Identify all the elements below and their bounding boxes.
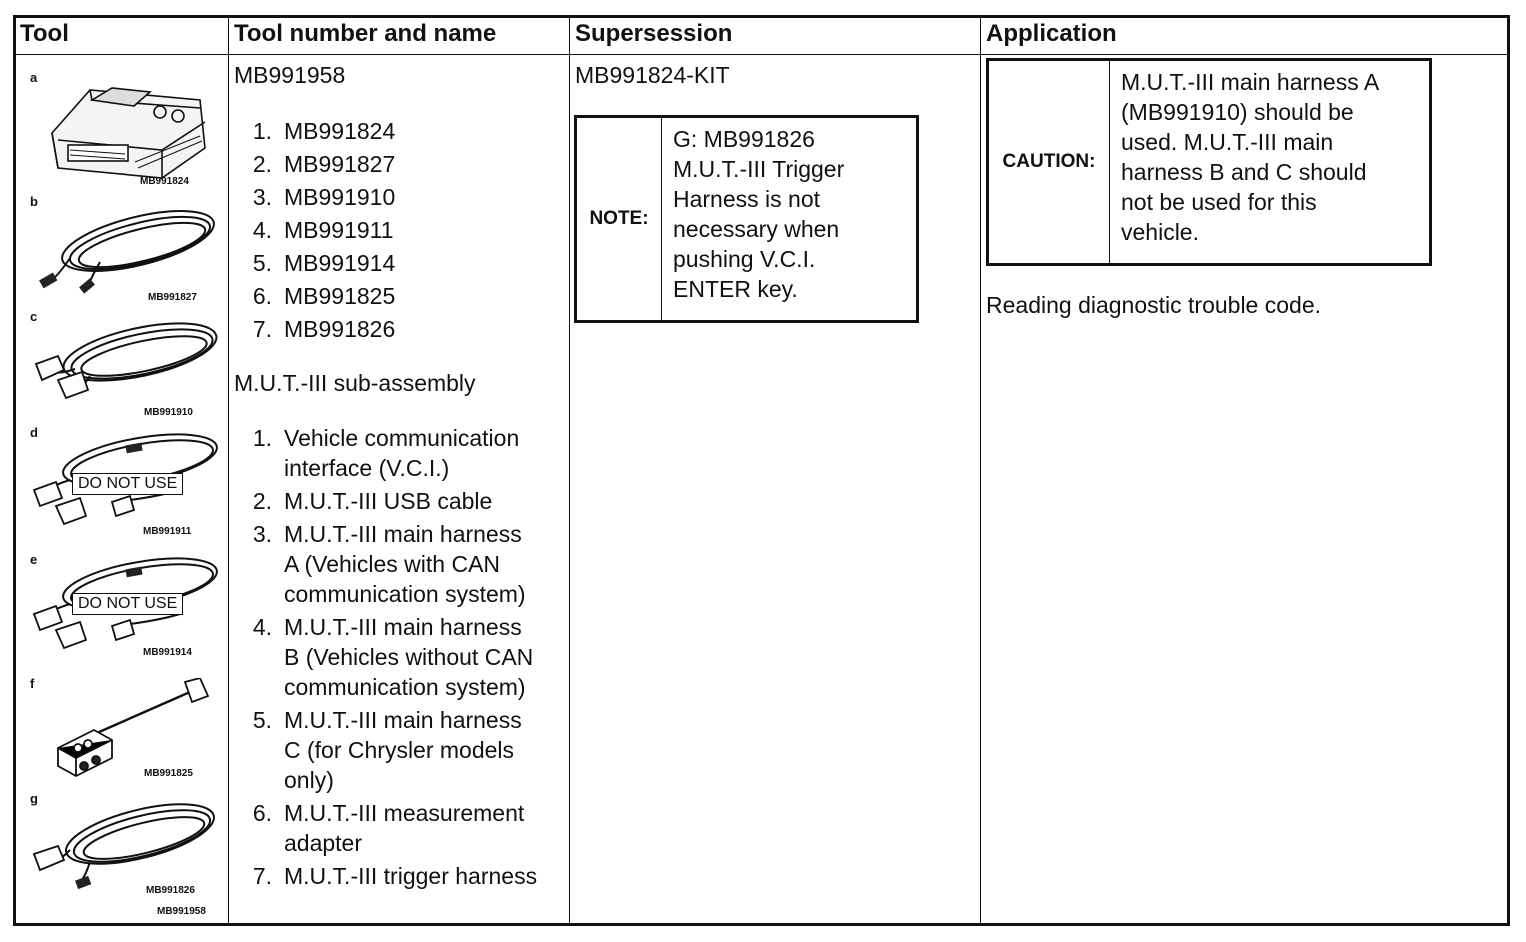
tool-number-item: 2. MB991827 <box>252 151 396 177</box>
text-line: G: MB991826 <box>673 126 815 152</box>
tool-letter: e <box>30 552 38 567</box>
tool-letter: g <box>30 791 38 806</box>
tool-code: MB991825 <box>144 768 193 779</box>
tool-letter: c <box>30 309 38 324</box>
tool-number-item: 5. MB991914 <box>252 250 396 276</box>
tool-number-item: 6. MB991825 <box>252 283 396 309</box>
tool-number-item: 1. MB991824 <box>252 118 396 144</box>
caution-box <box>986 58 1432 266</box>
subassembly-title: M.U.T.-III sub-assembly <box>234 370 476 396</box>
measurement-adapter-icon <box>30 678 220 778</box>
tool-code: MB991910 <box>144 407 193 418</box>
tool-number-item: 3. MB991910 <box>252 184 396 210</box>
tool-letter: f <box>30 676 35 691</box>
application-text: Reading diagnostic trouble code. <box>986 292 1322 318</box>
text-line: Harness is not <box>673 186 821 212</box>
text-line: (MB991910) should be <box>1121 99 1354 125</box>
supersession-value: MB991824-KIT <box>575 62 730 88</box>
special-tool-table <box>13 15 1510 926</box>
tool-code: MB991914 <box>143 647 192 658</box>
subassembly-item: 4. M.U.T.-III main harness B (Vehicles without CAN communication system) <box>252 614 534 700</box>
vci-device-icon <box>30 78 220 188</box>
header-tool: Tool <box>20 20 69 47</box>
do-not-use-stamp: DO NOT USE <box>72 473 183 495</box>
tool-code: MB991826 <box>146 885 195 896</box>
text-line: vehicle. <box>1121 219 1199 245</box>
tool-letter: d <box>30 425 38 440</box>
main-harness-a-icon <box>30 314 220 414</box>
column-divider <box>569 18 570 923</box>
subassembly-item: 2. M.U.T.-III USB cable <box>252 488 493 514</box>
tool-number-list <box>234 116 564 347</box>
tool-letter: a <box>30 70 38 85</box>
do-not-use-stamp: DO NOT USE <box>72 593 183 615</box>
tool-number-item: 4. MB991911 <box>252 217 394 243</box>
text-line: M.U.T.-III main harness A <box>1121 69 1380 95</box>
tool-code: MB991827 <box>148 292 197 303</box>
main-tool-number: MB991958 <box>234 62 346 88</box>
tool-code: MB991911 <box>143 526 192 537</box>
kit-code: MB991958 <box>157 906 206 917</box>
text-line: pushing V.C.I. <box>673 246 816 272</box>
header-divider <box>16 54 1507 55</box>
note-label: NOTE: <box>577 118 662 320</box>
text-line: ENTER key. <box>673 276 798 302</box>
tool-code: MB991824 <box>140 176 189 187</box>
subassembly-item: 3. M.U.T.-III main harness A (Vehicles with CAN communication system) <box>252 521 526 607</box>
tool-letter: b <box>30 194 38 209</box>
header-tool-number-name: Tool number and name <box>234 20 497 47</box>
header-supersession: Supersession <box>575 20 733 47</box>
column-divider <box>980 18 981 923</box>
caution-text <box>1121 67 1379 247</box>
subassembly-item: 6. M.U.T.-III measurement adapter <box>252 800 525 856</box>
subassembly-item: 1. Vehicle communication interface (V.C.I.) <box>252 425 520 481</box>
tool-number-item: 7. MB991826 <box>252 316 396 342</box>
subassembly-item: 5. M.U.T.-III main harness C (for Chrysler models only) <box>252 707 522 793</box>
text-line: not be used for this <box>1121 189 1317 215</box>
header-application: Application <box>986 20 1117 47</box>
text-line: necessary when <box>673 216 840 242</box>
caution-label: CAUTION: <box>989 61 1110 263</box>
usb-cable-icon <box>30 198 220 298</box>
text-line: used. M.U.T.-III main <box>1121 129 1334 155</box>
trigger-harness-icon <box>30 794 220 894</box>
note-text <box>673 124 844 304</box>
subassembly-item: 7. M.U.T.-III trigger harness <box>252 863 538 889</box>
text-line: M.U.T.-III Trigger <box>673 156 845 182</box>
note-box <box>574 115 919 323</box>
text-line: harness B and C should <box>1121 159 1367 185</box>
column-divider <box>228 18 229 923</box>
subassembly-list <box>234 423 569 894</box>
